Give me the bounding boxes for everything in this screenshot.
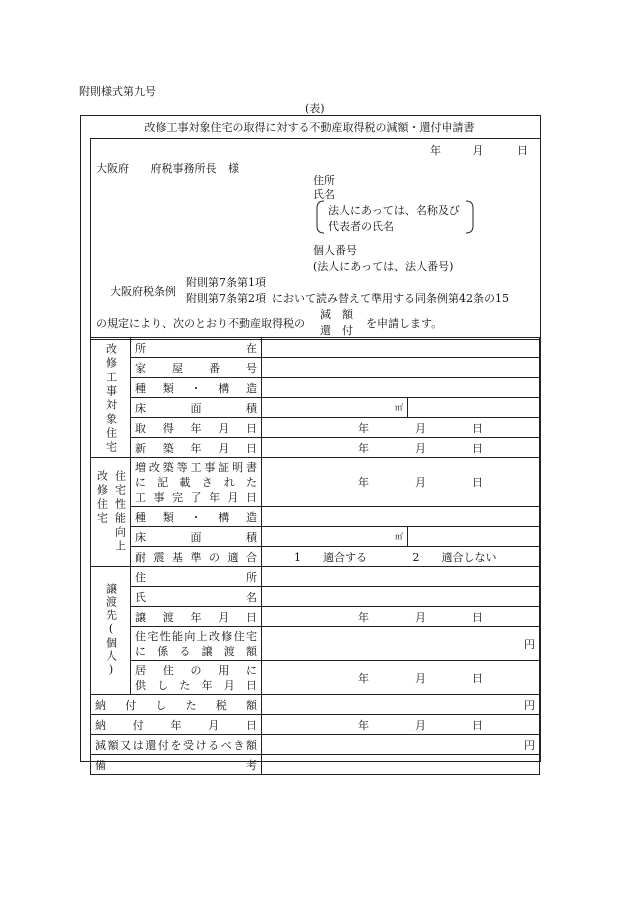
table-row	[91, 735, 540, 755]
refund-amount-value[interactable]	[262, 735, 540, 755]
table-row	[91, 755, 540, 775]
table-row	[91, 527, 540, 547]
row-label-text: 所 在	[135, 341, 257, 355]
row-label-address	[131, 567, 262, 587]
sqm-unit: ㎡	[395, 532, 403, 541]
new-build-date-value[interactable]: 年 月 日	[262, 438, 540, 458]
payment-date-value[interactable]: 年 月 日	[262, 715, 540, 735]
transferee-address-value[interactable]	[262, 567, 540, 587]
table-row	[91, 567, 540, 587]
addressee-office: 府税事務所長	[150, 162, 217, 175]
row-label-text: 住 所	[135, 570, 257, 584]
transfer-date-value[interactable]: 年 月 日	[262, 607, 540, 627]
table-row	[91, 418, 540, 438]
row-label-text: 耐 震 基 準 の 適 合	[135, 550, 257, 564]
addressee-honorific: 様	[228, 162, 239, 175]
yen-unit: 円	[524, 698, 535, 712]
row-label-acquisition-date	[131, 418, 262, 438]
floor-area-value[interactable]	[262, 398, 408, 418]
statement-line2-post: を申請します。	[366, 317, 443, 330]
transferee-name-value[interactable]	[262, 587, 540, 607]
row-label-text: 工 事 完 了 年 月 日	[135, 490, 257, 504]
table-row	[91, 507, 540, 527]
section-renovation-house: 改修工事対象住宅	[91, 338, 131, 458]
table-row	[91, 547, 540, 567]
table-row	[91, 358, 540, 378]
row-label-text: 家 屋 番 号	[135, 361, 257, 375]
row-label-type-structure	[131, 378, 262, 398]
statement-line2-pre: の規定により、次のとおり不動産取得税の	[96, 317, 305, 330]
type-structure-value[interactable]	[262, 378, 540, 398]
statement-mid: において読み替えて準用する同条例第42条の15	[272, 292, 509, 305]
row-label-text: 取 得 年 月 日	[135, 421, 257, 435]
table-row	[91, 587, 540, 607]
completion-date-value[interactable]: 年 月 日	[262, 458, 540, 507]
row-label-new-build-date	[131, 438, 262, 458]
yen-unit: 円	[524, 637, 535, 651]
seismic-value[interactable]	[262, 547, 540, 567]
row-label-floor-area-2	[131, 527, 262, 547]
detail-table	[90, 337, 540, 775]
corp-note	[316, 200, 474, 234]
side-label: (表)	[305, 102, 325, 115]
statement-option-reduce: 減 額	[320, 308, 353, 321]
form-title: 改修工事対象住宅の取得に対する不動産取得税の減額・還付申請書	[144, 121, 475, 134]
table-row	[91, 438, 540, 458]
row-label-text: 供 し た 年 月 日	[135, 678, 257, 692]
date-day-label: 日	[517, 144, 528, 157]
row-label-completion-date	[131, 458, 262, 507]
date-month-label: 月	[472, 144, 484, 157]
row-label-text: 種 類 ・ 構 造	[135, 381, 257, 395]
table-row	[91, 398, 540, 418]
row-label-type-structure-2	[131, 507, 262, 527]
statement-clause-1: 附則第7条第1項	[186, 276, 266, 289]
floor-area-2-extra	[408, 527, 540, 547]
row-label-seismic	[131, 547, 262, 567]
sqm-unit: ㎡	[395, 403, 403, 412]
form-number: 附則様式第九号	[79, 85, 156, 98]
address-label: 住所	[313, 174, 335, 187]
row-label-text: 納 付 し た 税 額	[95, 698, 257, 712]
corp-number-note: (法人にあっては、法人番号)	[313, 260, 454, 273]
row-label-text: 備 考	[95, 758, 257, 772]
table-row	[91, 661, 540, 695]
row-label-text: 床 面 積	[135, 530, 257, 544]
table-row	[91, 607, 540, 627]
row-label-text: 納 付 年 月 日	[95, 718, 257, 732]
section-improved-house: 改修住宅 住宅性能向上	[91, 458, 131, 567]
row-label-location	[131, 338, 262, 358]
statement-clause-2: 附則第7条第2項	[186, 292, 266, 305]
row-label-refund-amount	[91, 735, 262, 755]
table-row	[91, 458, 540, 507]
house-number-value[interactable]	[262, 358, 540, 378]
name-label: 氏名	[313, 188, 335, 201]
row-label-text: 氏 名	[135, 590, 257, 604]
row-label-text: 増 改 築 等 工 事 証 明 書	[135, 460, 257, 474]
row-label-text: に 係 る 譲 渡 額	[135, 644, 257, 658]
statement-option-refund: 還 付	[320, 324, 353, 337]
row-label-name	[131, 587, 262, 607]
floor-area-extra	[408, 398, 540, 418]
row-label-house-number	[131, 358, 262, 378]
row-label-transfer-date	[131, 607, 262, 627]
row-label-text: 居 住 の 用 に	[135, 663, 257, 677]
floor-area-2-value[interactable]	[262, 527, 408, 547]
section-transferee: 譲渡先(個人)	[91, 567, 131, 695]
table-row	[91, 627, 540, 661]
corp-note-line1: 法人にあっては、名称及び	[328, 204, 460, 217]
seismic-option-2[interactable]: 2 適合しない	[412, 550, 497, 564]
seismic-option-1[interactable]: 1 適合する	[294, 550, 367, 564]
row-label-payment-date	[91, 715, 262, 735]
row-label-tax-paid	[91, 695, 262, 715]
row-label-residence-date	[131, 661, 262, 695]
row-label-text: 譲 渡 年 月 日	[135, 610, 257, 624]
row-label-transfer-price	[131, 627, 262, 661]
table-row	[91, 715, 540, 735]
row-label-text: 種 類 ・ 構 造	[135, 510, 257, 524]
row-label-text: に 記 載 さ れ た	[135, 475, 257, 489]
row-label-text: 減 額 又 は 還 付 を 受 け る べ き 額	[95, 738, 257, 752]
transfer-price-value[interactable]	[262, 627, 540, 661]
date-header	[430, 142, 528, 158]
row-label-text: 新 築 年 月 日	[135, 441, 257, 455]
acquisition-date-value[interactable]: 年 月 日	[262, 418, 540, 438]
yen-unit: 円	[524, 738, 535, 752]
statement-ordinance: 大阪府税条例	[110, 285, 176, 298]
residence-date-value[interactable]: 年 月 日	[262, 661, 540, 695]
type-structure-2-value[interactable]	[262, 507, 540, 527]
location-value[interactable]	[262, 338, 540, 358]
row-label-text: 床 面 積	[135, 401, 257, 415]
table-row	[91, 378, 540, 398]
date-year-label: 年	[430, 144, 441, 157]
addressee-prefecture: 大阪府	[96, 162, 129, 175]
row-label-remarks	[91, 755, 262, 775]
table-row	[91, 338, 540, 358]
tax-paid-value[interactable]	[262, 695, 540, 715]
table-row	[91, 695, 540, 715]
row-label-text: 住 宅 性 能 向 上 改 修 住 宅	[135, 629, 257, 643]
row-label-floor-area	[131, 398, 262, 418]
remarks-value[interactable]	[262, 755, 540, 775]
corp-note-line2: 代表者の氏名	[328, 220, 394, 233]
addressee	[96, 160, 239, 176]
personal-number-label: 個人番号	[313, 244, 357, 257]
